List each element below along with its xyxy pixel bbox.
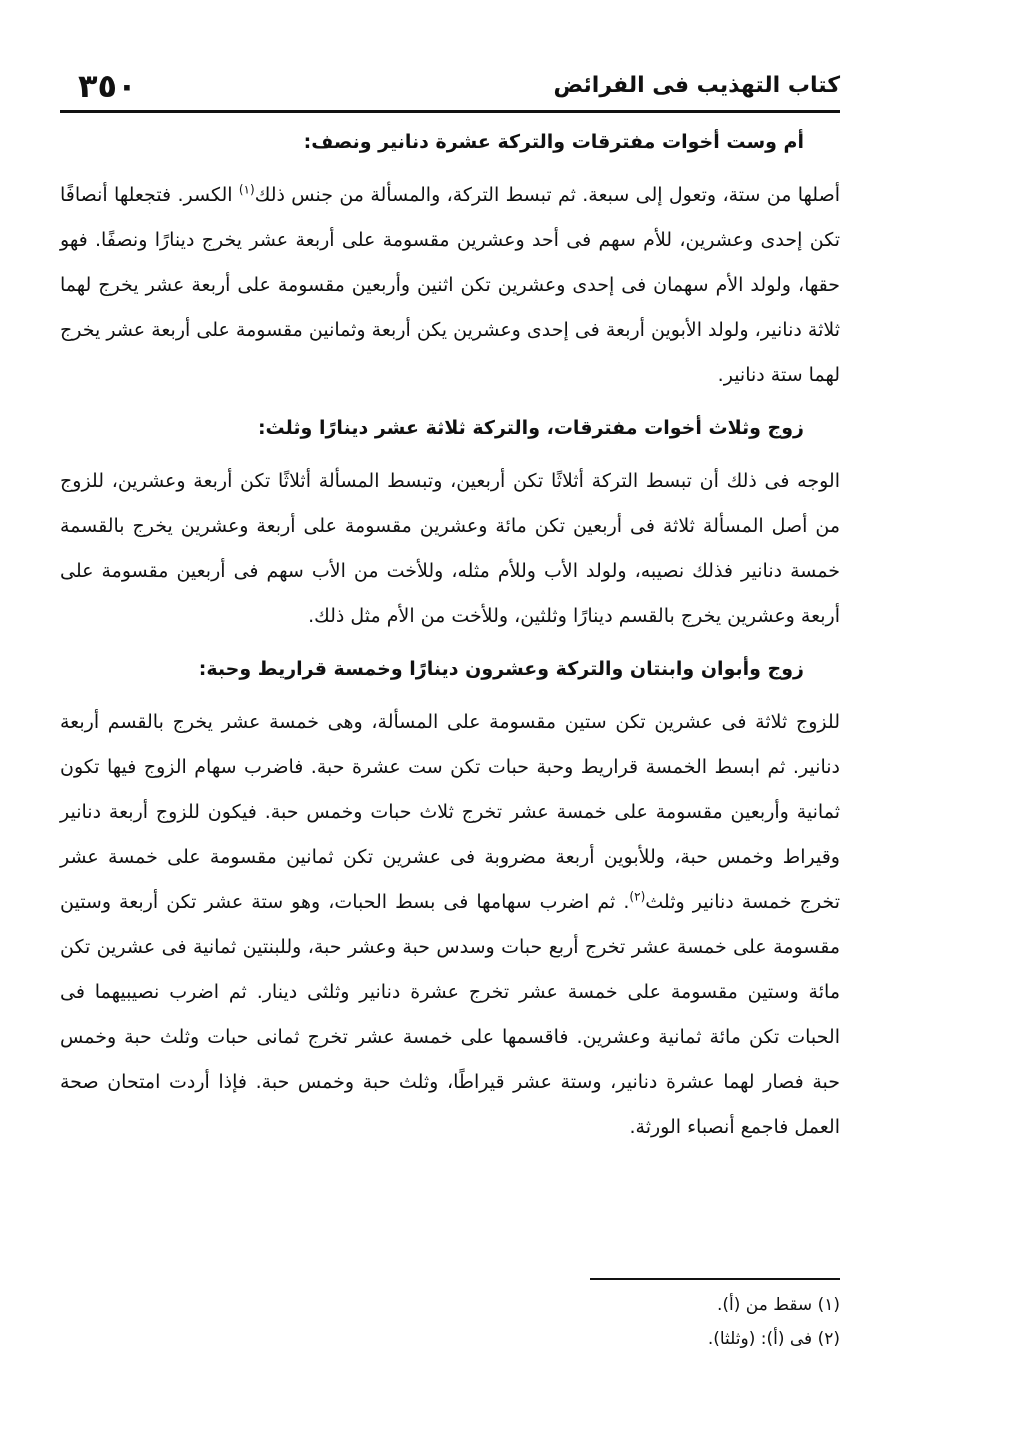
page-number: ٣٥٠ — [78, 67, 137, 105]
main-text — [60, 120, 840, 1158]
footnote-2: (٢) فى (أ): (وثلثا). — [707, 1329, 840, 1349]
case-paragraph-2: الوجه فى ذلك أن تبسط التركة أثلاثًا تكن أربعين، وتبسط المسألة أثلاثًا تكن أربعة وعشرين، للزوج من أصل المسألة ثلاثة فى أربعين تكن مائة وعشرين مقسومة على أربعة وعشرين يخرج بالقسمة خمسة دنانير فذلك نصيبه، ولولد الأب وللأم مثله، وللأخت من الأب سهم فى أربعين مقسومة على أربعة وعشرين يخرج بالقسم دينارًا وثلثين، وللأخت من الأم مثل ذلك. — [60, 470, 840, 627]
running-header — [60, 66, 840, 106]
paragraph-text-continued: . ثم اضرب سهامها فى بسط الحبات، وهو ستة عشر تكن أربعة وستين مقسومة على خمسة عشر تخرج أربع حبات وسدس حبة وعشر حبة، وللبنتين ثمانية فى عشرين تكن مائة وستين مقسومة على خمسة عشر تخرج عشرة دنانير وثلثى دينار. ثم اضرب نصيبيهما فى الحبات تكن مائة ثمانية وعشرين. فاقسمها على خمسة عشر تخرج ثمانى حبات وثلث حبة وخمس حبة فصار لهما عشرة دنانير، وستة عشر قيراطًا، وثلث حبة وخمس حبة. فإذا أردت امتحان صحة العمل فاجمع أنصباء الورثة. — [60, 891, 840, 1138]
paragraph-text: للزوج ثلاثة فى عشرين تكن ستين مقسومة على المسألة، وهى خمسة عشر يخرج بالقسم أربعة دنانير. ثم ابسط الخمسة قراريط وحبة حبات تكن ست عشرة حبة. فاضرب سهام الزوج فيها تكون ثمانية وأربعين مقسومة على خمسة عشر تخرج ثلاث حبات وخمس حبة. فيكون للزوج أربعة دنانير وقيراط وخمس حبة، وللأبوين أربعة مضروبة فى عشرين تكن ثمانين مقسومة على خمسة عشر تخرج خمسة دنانير وثلث — [60, 711, 840, 913]
paragraph-text-continued: الكسر. فتجعلها أنصافًا تكن إحدى وعشرين، للأم سهم فى أحد وعشرين مقسومة على أربعة عشر يخرج دينارًا ونصفًا. فهو حقها، ولولد الأم سهمان فى إحدى وعشرين تكن اثنين وأربعين مقسومة على أربعة عشر يخرج لهما ثلاثة دنانير، ولولد الأبوين أربعة فى إحدى وعشرين يكن أربعة وثمانين مقسومة على أربعة عشر يخرج لهما ستة دنانير. — [60, 184, 840, 386]
header-rule — [60, 110, 840, 113]
footnote-rule — [590, 1278, 840, 1280]
case-heading-2: زوج وثلاث أخوات مفترقات، والتركة ثلاثة عشر دينارًا وثلث: — [257, 417, 804, 439]
footnote-marker-2[interactable]: (٢) — [629, 889, 646, 904]
case-paragraph-3 — [60, 700, 840, 1150]
case-heading-3: زوج وأبوان وابنتان والتركة وعشرون دينارًا وخمسة قراريط وحبة: — [198, 658, 804, 680]
case-paragraph-1 — [60, 173, 840, 398]
footnote-marker-1[interactable]: (١) — [238, 182, 255, 197]
book-title: كتاب التهذيب فى الفرائض — [553, 73, 840, 98]
footnote-1: (١) سقط من (أ). — [716, 1295, 840, 1315]
paragraph-text: أصلها من ستة، وتعول إلى سبعة. ثم تبسط التركة، والمسألة من جنس ذلك — [254, 184, 840, 206]
footnotes — [60, 1288, 840, 1356]
case-heading-1: أم وست أخوات مفترقات والتركة عشرة دنانير ونصف: — [303, 131, 804, 153]
